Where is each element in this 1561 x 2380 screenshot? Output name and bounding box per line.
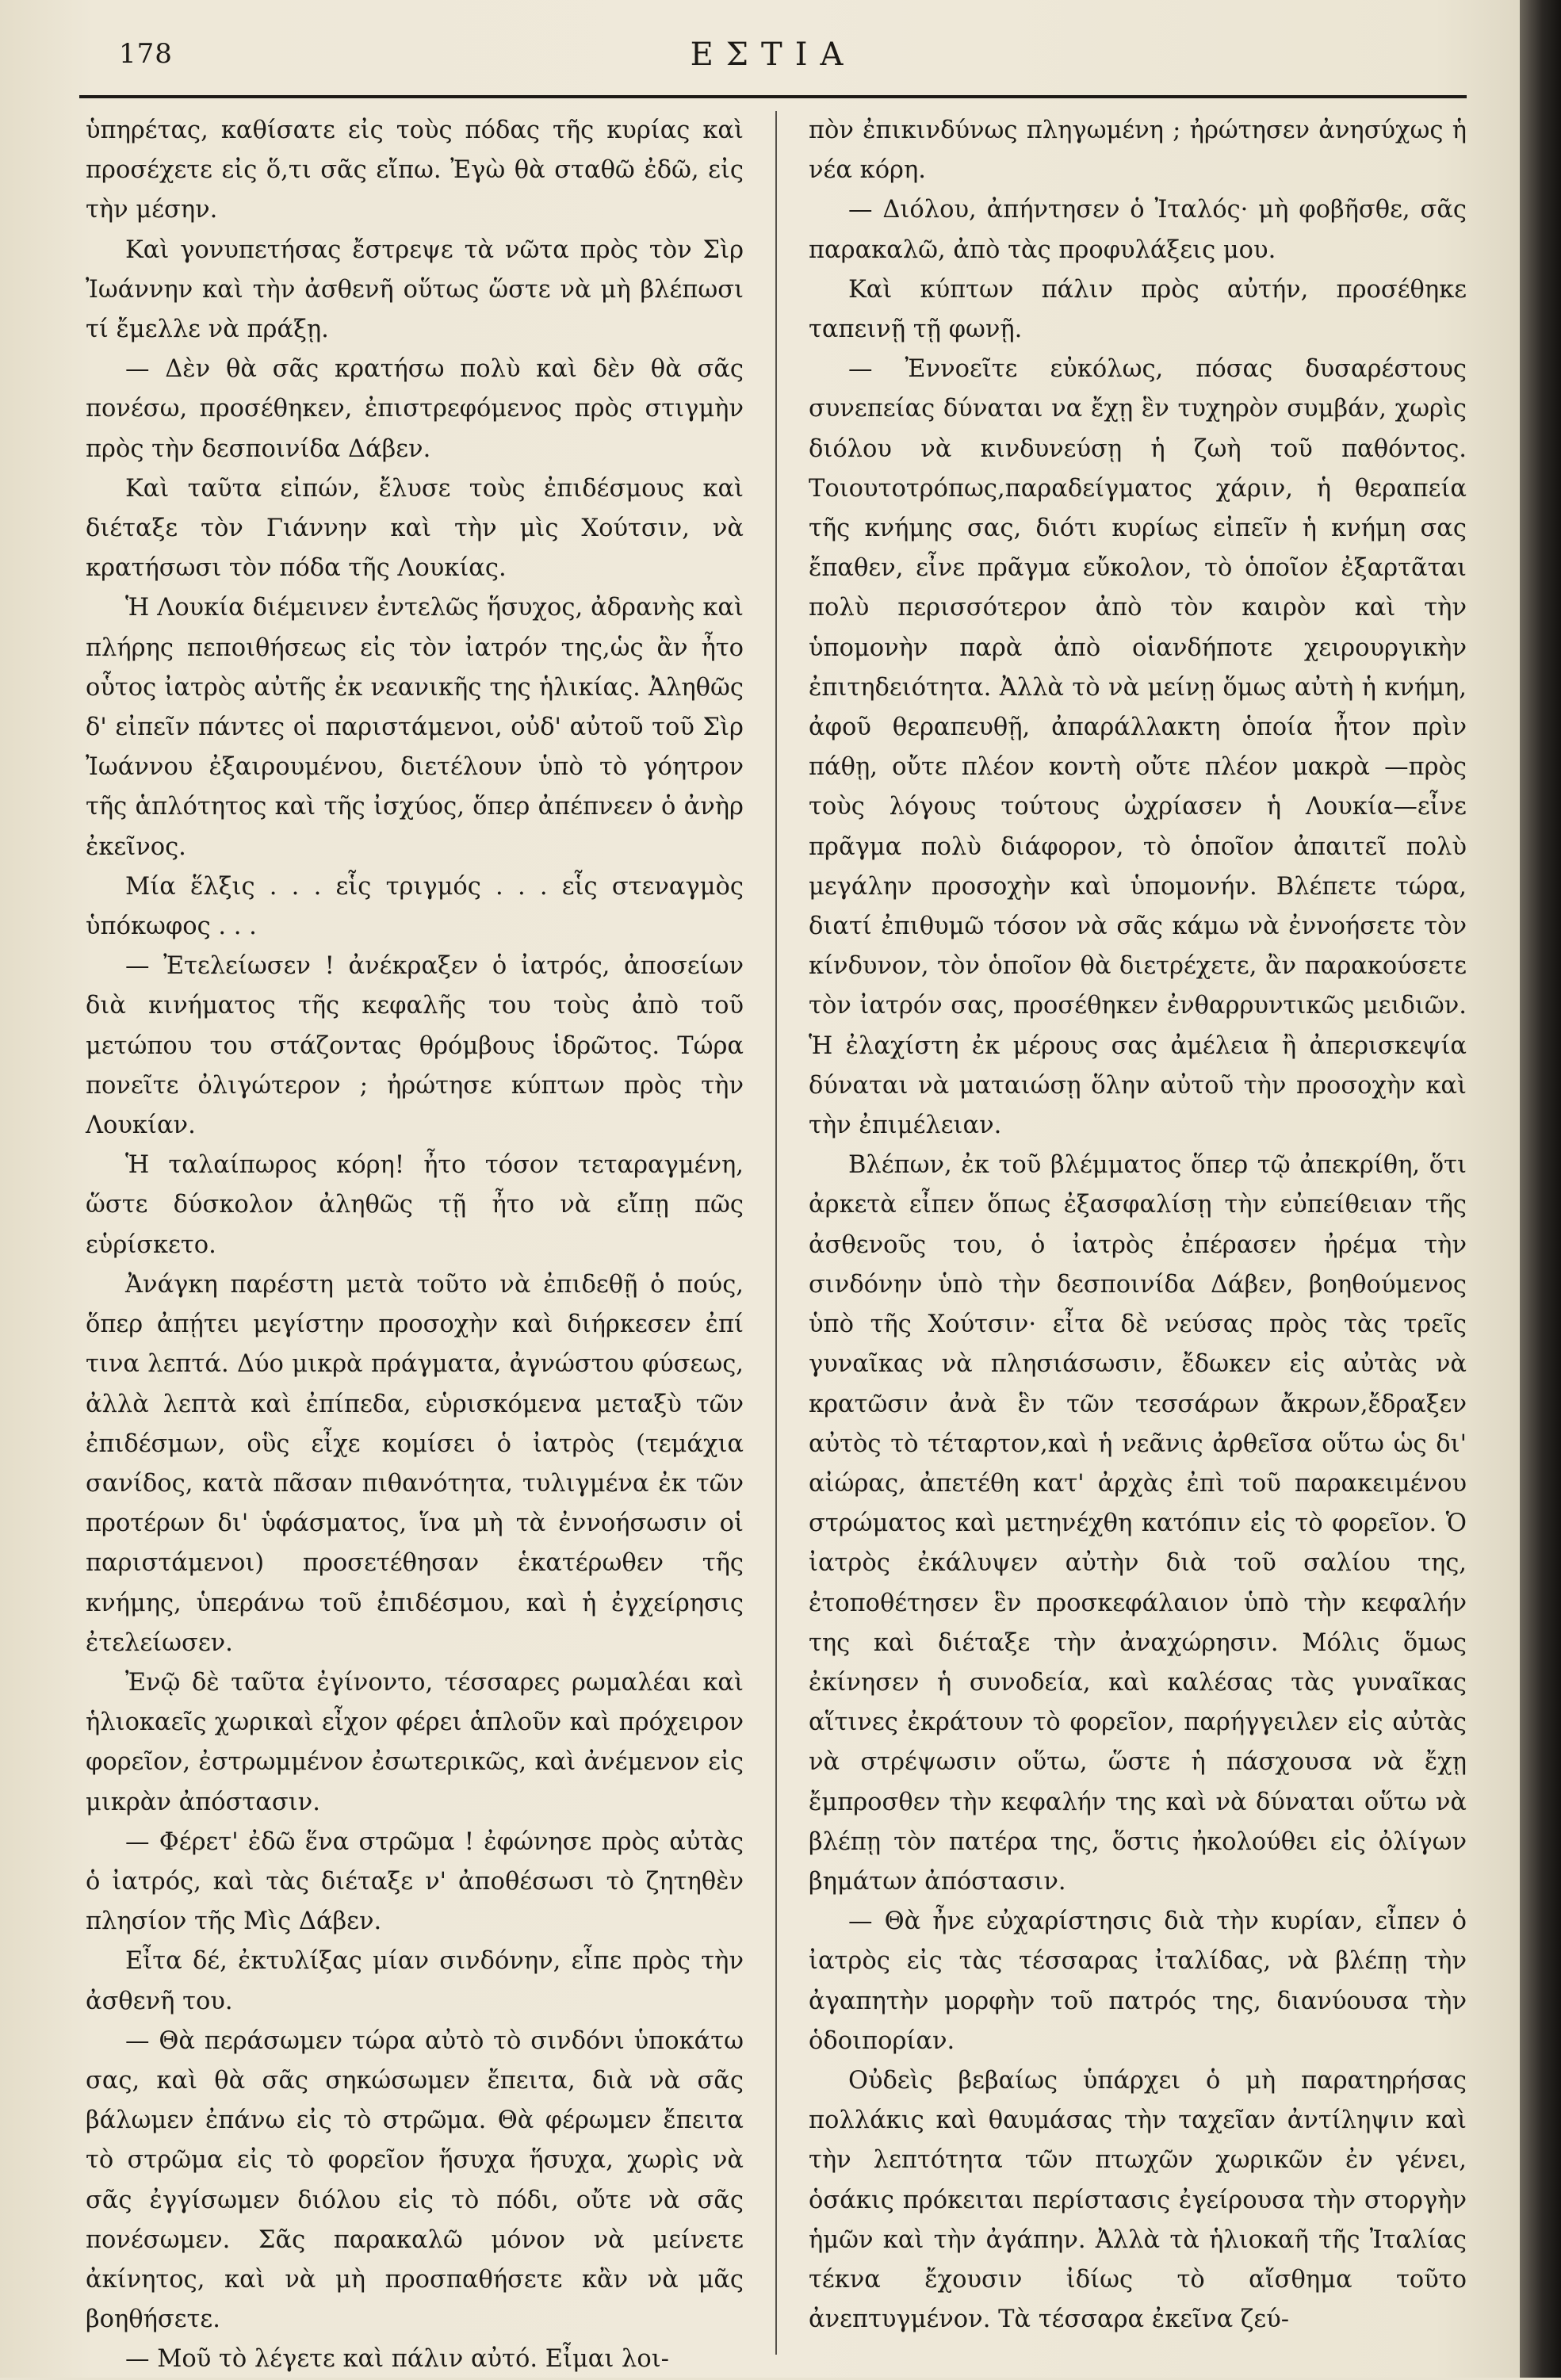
paragraph: Ἡ ταλαίπωρος κόρη! ἦτο τόσον τεταραγμένη, ὥστε δύσκολον ἀληθῶς τῇ ἦτο νὰ εἴπῃ πῶς εὑρίσκετο. xyxy=(86,1151,744,1259)
header-rule xyxy=(79,95,1467,98)
paragraph: — Ἐτελείωσεν ! ἀνέκραξεν ὁ ἰατρός, ἀποσείων διὰ κινήματος τῆς κεφαλῆς του τοὺς ἀπὸ τοῦ μετώπου του στάζοντας θρόμβους ἱδρῶτος. Τώρα πονεῖτε ὀλιγώτερον ; ἠρώτησε κύπτων πρὸς τὴν Λουκίαν. xyxy=(86,952,744,1140)
paragraph: — Φέρετ' ἐδῶ ἕνα στρῶμα ! ἐφώνησε πρὸς αὐτὰς ὁ ἰατρός, καὶ τὰς διέταξε ν' ἀποθέσωσι τὸ ζητηθὲν πλησίον τῆς Μὶς Δάβεν. xyxy=(86,1827,744,1936)
column-divider xyxy=(775,111,777,2355)
paragraph: ὑπηρέτας, καθίσατε εἰς τοὺς πόδας τῆς κυρίας καὶ προσέχετε εἰς ὅ,τι σᾶς εἴπω. Ἐγὼ θὰ σταθῶ ἐδῶ, εἰς τὴν μέσην. xyxy=(86,117,744,224)
paragraph: Ἐνῷ δὲ ταῦτα ἐγίνοντο, τέσσαρες ρωμαλέαι καὶ ἡλιοκαεῖς χωρικαὶ εἶχον φέρει ἁπλοῦν καὶ πρόχειρον φορεῖον, ἐστρωμμένον ἐσωτερικῶς, καὶ ἀνέμενον εἰς μικρὰν ἀπόστασιν. xyxy=(86,1668,744,1816)
paragraph: — Διόλου, ἀπήντησεν ὁ Ἰταλός· μὴ φοβῆσθε, σᾶς παρακαλῶ, ἀπὸ τὰς προφυλάξεις μου. xyxy=(809,196,1467,264)
paragraph: — Θὰ ἦνε εὐχαρίστησις διὰ τὴν κυρίαν, εἶπεν ὁ ἰατρὸς εἰς τὰς τέσσαρας ἰταλίδας, νὰ βλέπῃ τὴν ἀγαπητὴν μορφὴν τοῦ πατρός της, διανύουσα τὴν ὁδοιπορίαν. xyxy=(809,1907,1467,2055)
journal-title: ΕΣΤΙΑ xyxy=(690,36,856,73)
paragraph: Καὶ γονυπετήσας ἔστρεψε τὰ νῶτα πρὸς τὸν Σὶρ Ἰωάννην καὶ τὴν ἀσθενῆ οὕτως ὥστε νὰ μὴ βλέπωσι τί ἔμελλε νὰ πράξῃ. xyxy=(86,235,744,344)
paragraph: — Ἐννοεῖτε εὐκόλως, πόσας δυσαρέστους συνεπείας δύναται να ἔχῃ ἓν τυχηρὸν συμβάν, χωρὶς διόλου νὰ κινδυνεύσῃ ἡ ζωὴ τοῦ παθόντος. Τοιουτοτρόπως,παραδείγματος χάριν, ἡ θεραπεία τῆς κνήμης σας, διότι κυρίως εἰπεῖν ἡ κνήμη σας ἔπαθεν, εἶνε πρᾶγμα εὔκολον, τὸ ὁποῖον ἐξαρτᾶται πολὺ περισσότερον ἀπὸ τὸν καιρὸν καὶ τὴν ὑπομονὴν παρὰ ἀπὸ οἱανδήποτε χειρουργικὴν ἐπιτηδειότητα. Ἀλλὰ τὸ νὰ μείνῃ ὅμως αὐτὴ ἡ κνήμη, ἀφοῦ θεραπευθῇ, ἀπαράλλακτη ὁποία ἦτον πρὶν πάθῃ, οὔτε πλέον κοντὴ οὔτε πλέον μακρὰ —πρὸς τοὺς λόγους τούτους ὠχρίασεν ἡ Λουκία—εἶνε πρᾶγμα πολὺ διάφορον, τὸ ὁποῖον ἀπαιτεῖ πολὺ μεγάλην προσοχὴν καὶ ὑπομονήν. Βλέπετε τώρα, διατί ἐπιθυμῶ τόσον νὰ σᾶς κάμω νὰ ἐννοήσετε τὸν κίνδυνον, τὸν ὁποῖον θὰ διετρέχετε, ἂν παρακούσετε τὸν ἰατρόν σας, προσέθηκεν ἐνθαρρυντικῶς μειδιῶν. Ἡ ἐλαχίστη ἐκ μέρους σας ἀμέλεια ἢ ἀπερισκεψία δύναται νὰ ματαιώσῃ ὅλην αὐτοῦ τὴν προσοχὴν καὶ τὴν ἐπιμέλειαν. xyxy=(809,355,1467,1140)
paragraph: Βλέπων, ἐκ τοῦ βλέμματος ὅπερ τῷ ἀπεκρίθη, ὅτι ἀρκετὰ εἶπεν ὅπως ἐξασφαλίσῃ τὴν εὐπείθειαν τῆς ἀσθενοῦς του, ὁ ἰατρὸς ἐπέρασεν ἠρέμα τὴν σινδόνην ὑπὸ τὴν δεσποινίδα Δάβεν, βοηθούμενος ὑπὸ τῆς Χούτσιν· εἶτα δὲ νεύσας πρὸς τὰς τρεῖς γυναῖκας νὰ πλησιάσωσιν, ἔδωκεν εἰς αὐτὰς νὰ κρατῶσιν ἀνὰ ἓν τῶν τεσσάρων ἄκρων,ἔδραξεν αὐτὸς τὸ τέταρτον,καὶ ἡ νεᾶνις ἀρθεῖσα οὕτω ὡς δι' αἰώρας, ἀπετέθη κατ' ἀρχὰς ἐπὶ τοῦ παρακειμένου στρώματος καὶ μετηνέχθη κατόπιν εἰς τὸ φορεῖον. Ὁ ἰατρὸς ἐκάλυψεν αὐτὴν διὰ τοῦ σαλίου της, ἐτοποθέτησεν ἓν προσκεφάλαιον ὑπὸ τὴν κεφαλήν της καὶ διέταξε τὴν ἀναχώρησιν. Μόλις ὅμως ἐκίνησεν ἡ συνοδεία, καὶ καλέσας τὰς γυναῖκας αἵτινες ἐκράτουν τὸ φορεῖον, παρήγγειλεν εἰς αὐτὰς νὰ στρέψωσιν οὕτω, ὥστε ἡ πάσχουσα νὰ ἔχῃ ἔμπροσθεν τὴν κεφαλήν της καὶ νὰ δύναται οὕτω νὰ βλέπῃ τὸν πατέρα της, ὅστις ἠκολούθει εἰς ὀλίγων βημάτων ἀπόστασιν. xyxy=(809,1151,1467,1896)
paragraph: Ἀνάγκη παρέστη μετὰ τοῦτο νὰ ἐπιδεθῇ ὁ πούς, ὅπερ ἀπῄτει μεγίστην προσοχὴν καὶ διήρκεσεν ἐπί τινα λεπτά. Δύο μικρὰ πράγματα, ἀγνώστου φύσεως, ἀλλὰ λεπτὰ καὶ ἐπίπεδα, εὑρισκόμενα μεταξὺ τῶν ἐπιδέσμων, οὓς εἶχε κομίσει ὁ ἰατρὸς (τεμάχια σανίδος, κατὰ πᾶσαν πιθανότητα, τυλιγμένα ἐκ τῶν προτέρων δι' ὑφάσματος, ἵνα μὴ τὰ ἐννοήσωσιν οἱ παριστάμενοι) προσετέθησαν ἑκατέρωθεν τῆς κνήμης, ὑπεράνω τοῦ ἐπιδέσμου, καὶ ἡ ἐγχείρησις ἐτελείωσεν. xyxy=(86,1270,744,1657)
paragraph: Ἡ Λουκία διέμεινεν ἐντελῶς ἥσυχος, ἀδρανὴς καὶ πλήρης πεποιθήσεως εἰς τὸν ἰατρόν της,ὡς ἂν ἦτο οὗτος ἰατρὸς αὐτῆς ἐκ νεανικῆς της ἡλικίας. Ἀληθῶς δ' εἰπεῖν πάντες οἱ παριστάμενοι, οὐδ' αὐτοῦ τοῦ Σὶρ Ἰωάννου ἐξαιρουμένου, διετέλουν ὑπὸ τὸ γόητρον τῆς ἁπλότητος καὶ τῆς ἰσχύος, ὅπερ ἀπέπνεεν ὁ ἀνὴρ ἐκεῖνος. xyxy=(86,594,744,861)
paragraph: πὸν ἐπικινδύνως πληγωμένη ; ἠρώτησεν ἀνησύχως ἡ νέα κόρη. xyxy=(809,117,1467,185)
page-header xyxy=(79,30,1467,86)
left-column xyxy=(86,111,744,2380)
paragraph: — Δὲν θὰ σᾶς κρατήσω πολὺ καὶ δὲν θὰ σᾶς πονέσω, προσέθηκεν, ἐπιστρεφόμενος πρὸς στιγμὴν πρὸς τὴν δεσποινίδα Δάβεν. xyxy=(86,355,744,463)
book-binding-edge xyxy=(1520,0,1561,2378)
page-number: 178 xyxy=(119,38,173,70)
paragraph: Οὐδεὶς βεβαίως ὑπάρχει ὁ μὴ παρατηρήσας πολλάκις καὶ θαυμάσας τὴν ταχεῖαν ἀντίληψιν καὶ τὴν λεπτότητα τῶν πτωχῶν χωρικῶν ἐν γένει, ὁσάκις πρόκειται περίστασις ἐγείρουσα τὴν στοργὴν ἡμῶν καὶ τὴν ἀγάπην. Ἀλλὰ τὰ ἡλιοκαῆ τῆς Ἰταλίας τέκνα ἔχουσιν ἰδίως τὸ αἴσθημα τοῦτο ἀνεπτυγμένον. Τὰ τέσσαρα ἐκεῖνα ζεύ- xyxy=(809,2066,1467,2334)
right-column xyxy=(809,111,1467,2340)
paragraph: Καὶ ταῦτα εἰπών, ἔλυσε τοὺς ἐπιδέσμους καὶ διέταξε τὸν Γιάννην καὶ τὴν μὶς Χούτσιν, νὰ κρατήσωσι τὸν πόδα τῆς Λουκίας. xyxy=(86,474,744,583)
paragraph: Μία ἕλξις . . . εἷς τριγμός . . . εἷς στεναγμὸς ὑπόκωφος . . . xyxy=(86,872,744,941)
paragraph: — Θὰ περάσωμεν τώρα αὐτὸ τὸ σινδόνι ὑποκάτω σας, καὶ θὰ σᾶς σηκώσωμεν ἔπειτα, διὰ νὰ σᾶς βάλωμεν ἐπάνω εἰς τὸ στρῶμα. Θὰ φέρωμεν ἔπειτα τὸ στρῶμα εἰς τὸ φορεῖον ἥσυχα ἥσυχα, χωρὶς νὰ σᾶς ἐγγίσωμεν διόλου εἰς τὸ πόδι, οὔτε νὰ σᾶς πονέσωμεν. Σᾶς παρακαλῶ μόνον νὰ μείνετε ἀκίνητος, καὶ νὰ μὴ προσπαθήσετε κἂν νὰ μᾶς βοηθήσετε. xyxy=(86,2026,744,2334)
paragraph: — Μοῦ τὸ λέγετε καὶ πάλιν αὐτό. Εἶμαι λοι- xyxy=(125,2345,669,2374)
paragraph: Καὶ κύπτων πάλιν πρὸς αὐτήν, προσέθηκε ταπεινῇ τῇ φωνῇ. xyxy=(809,275,1467,344)
paragraph: Εἶτα δέ, ἐκτυλίξας μίαν σινδόνην, εἶπε πρὸς τὴν ἀσθενῆ του. xyxy=(86,1947,744,2015)
